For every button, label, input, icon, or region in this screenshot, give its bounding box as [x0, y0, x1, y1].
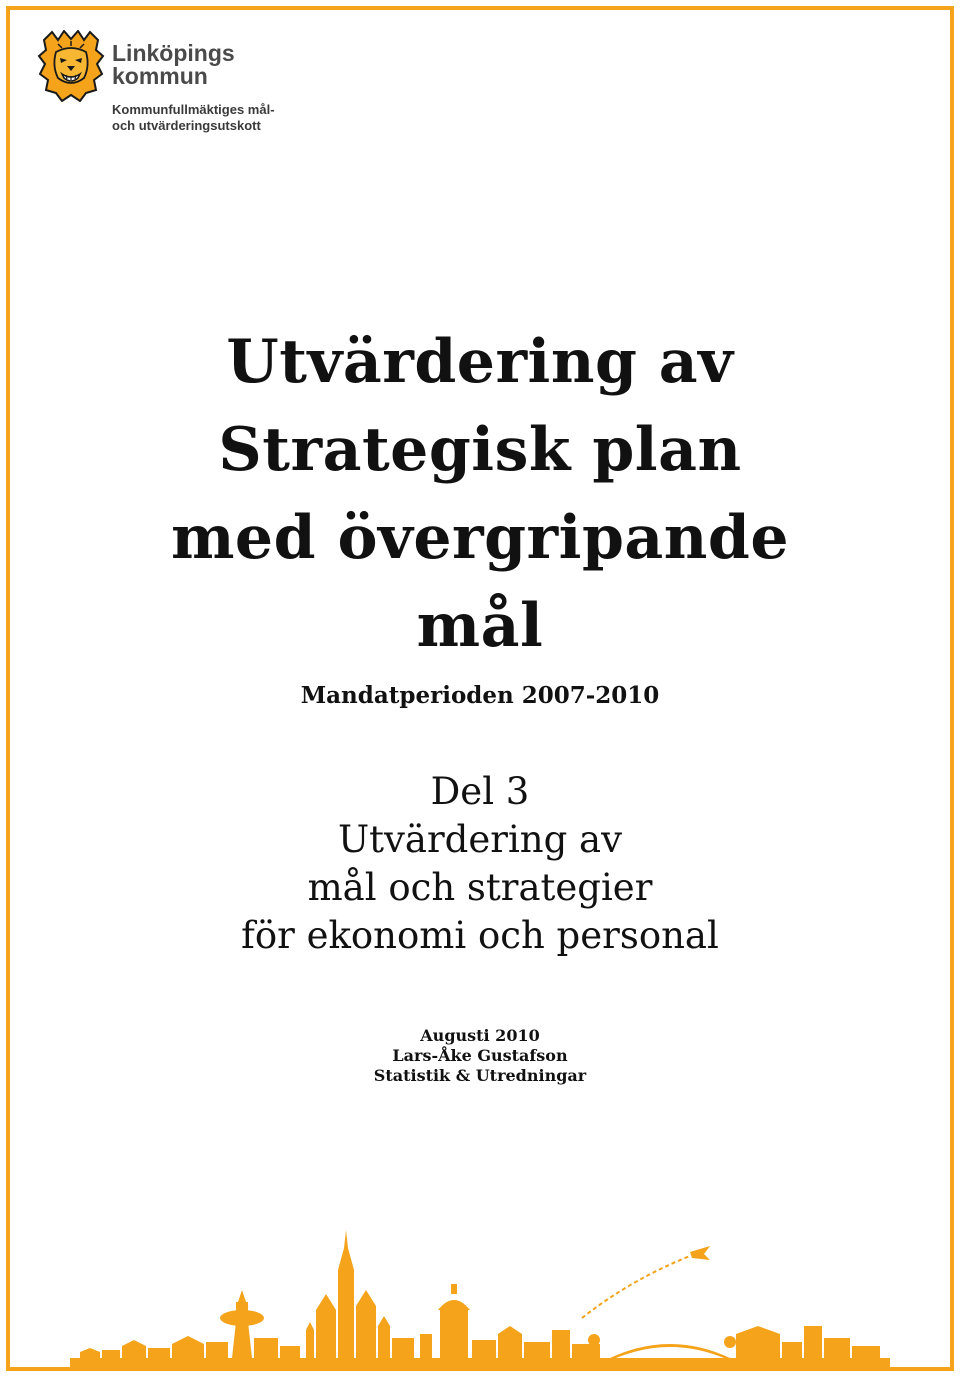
title-line-4: mål [416, 591, 544, 661]
brand-line-1: Linköpings [112, 40, 235, 66]
part-line-2: Utvärdering av [337, 818, 623, 861]
document-meta [0, 1026, 960, 1086]
document-title [0, 318, 960, 670]
publication-date: Augusti 2010 [420, 1026, 540, 1045]
committee-line-1: Kommunfullmäktiges mål- [112, 102, 275, 117]
committee-name [112, 102, 275, 134]
part-subtitle [0, 768, 960, 960]
title-line-3: med övergripande [170, 503, 790, 573]
city-skyline-illustration [10, 1230, 950, 1367]
title-line-1: Utvärdering av [226, 327, 734, 397]
committee-line-2: och utvärderingsutskott [112, 118, 261, 133]
title-line-2: Strategisk plan [218, 415, 742, 485]
mandate-period: Mandatperioden 2007-2010 [300, 682, 660, 709]
brand-line-2: kommun [112, 63, 208, 89]
municipality-logo [36, 30, 336, 140]
part-line-1: Del 3 [430, 770, 530, 813]
author-name: Lars-Åke Gustafson [392, 1046, 568, 1065]
brand-name [112, 42, 235, 88]
department-name: Statistik & Utredningar [373, 1066, 587, 1085]
lion-emblem-icon [36, 30, 106, 102]
part-line-3: mål och strategier [307, 866, 653, 909]
part-line-4: för ekonomi och personal [241, 914, 719, 957]
